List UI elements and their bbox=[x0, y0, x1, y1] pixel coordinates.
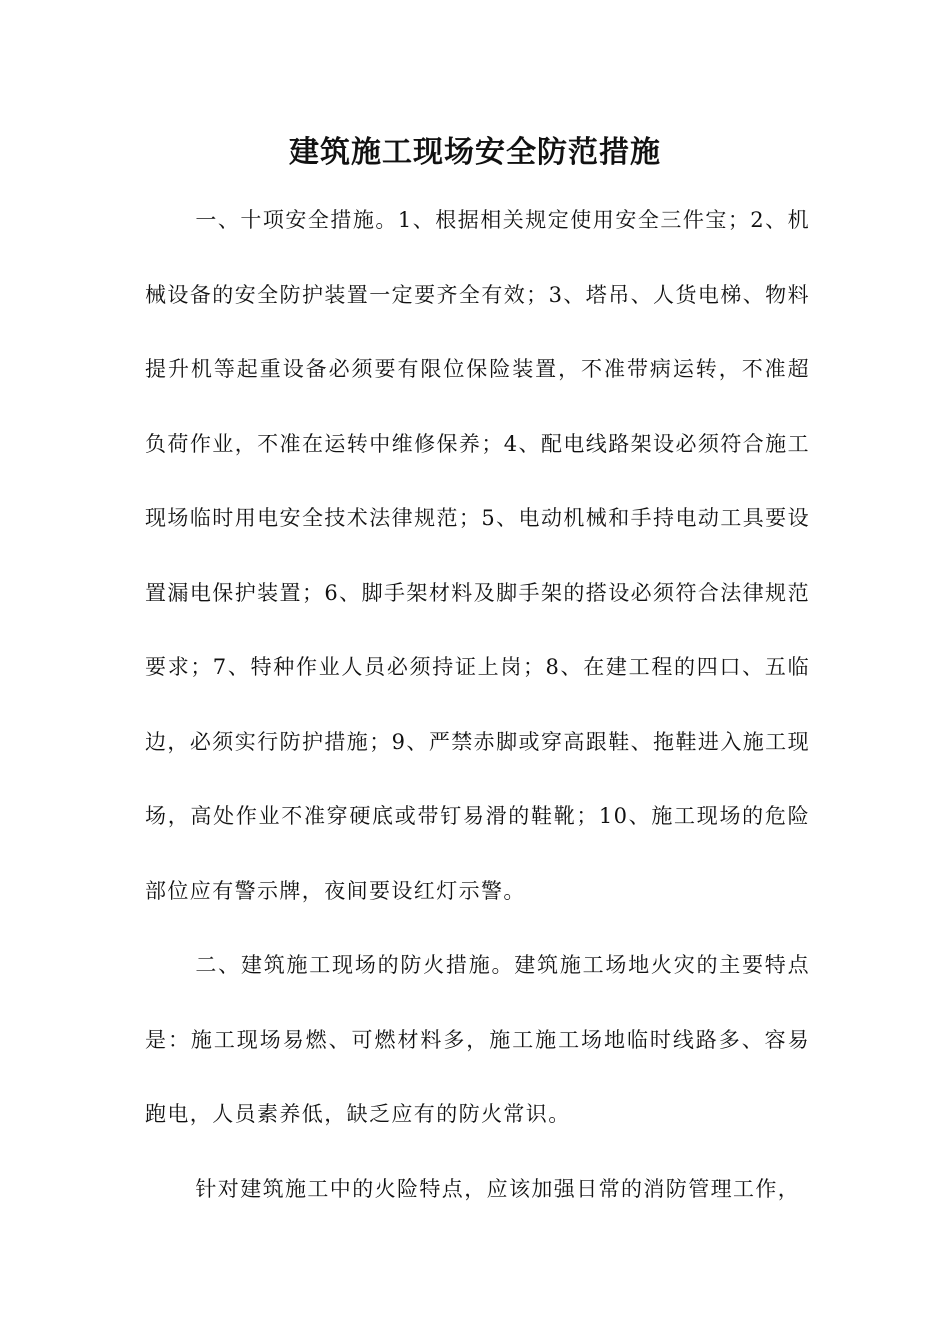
paragraph-fire-prevention: 二、建筑施工现场的防火措施。建筑施工场地火灾的主要特点是：施工现场易燃、可燃材料多，施工施工场地临时线路多、容易跑电，人员素养低，缺乏应有的防火常识。 bbox=[145, 953, 810, 1126]
document-title: 建筑施工现场安全防范措施 bbox=[289, 135, 661, 170]
paragraph-fire-management: 针对建筑施工中的火险特点，应该加强日常的消防管理工作， bbox=[195, 1176, 801, 1201]
document-body bbox=[145, 183, 810, 1226]
paragraph-safety-measures: 一、十项安全措施。1、根据相关规定使用安全三件宝；2、机械设备的安全防护装置一定要齐全有效；3、塔吊、人货电梯、物料提升机等起重设备必须要有限位保险装置，不准带病运转，不准超负荷作业，不准在运转中维修保养；4、配电线路架设必须符合施工现场临时用电安全技术法律规范；5、电动机械和手持电动工具要设置漏电保护装置；6、脚手架材料及脚手架的搭设必须符合法律规范要求；7、特种作业人员必须持证上岗；8、在建工程的四口、五临边，必须实行防护措施；9、严禁赤脚或穿高跟鞋、拖鞋进入施工现场，高处作业不准穿硬底或带钉易滑的鞋靴；10、施工现场的危险部位应有警示牌，夜间要设红灯示警。 bbox=[145, 208, 810, 903]
